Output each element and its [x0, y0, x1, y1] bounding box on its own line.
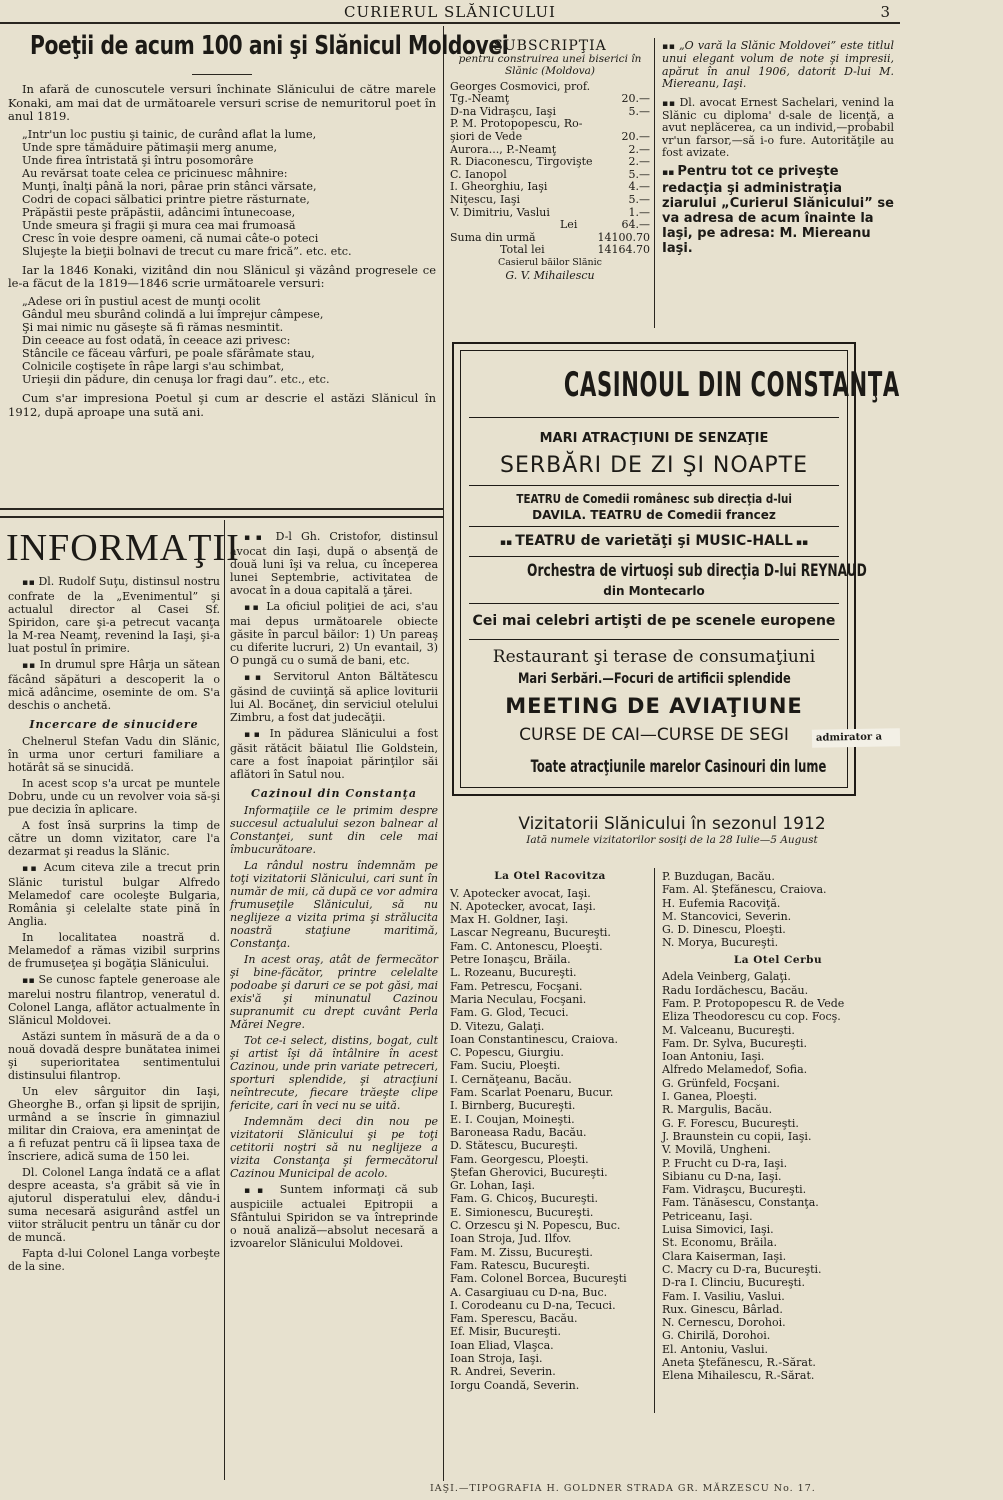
- visitor-name: Fam. Ratescu, Bucureşti.: [450, 1258, 591, 1272]
- ad-line12: CURSE DE CAI—CURSE DE SEGI: [519, 725, 789, 745]
- donor-name: Tg.-Neamţ: [450, 92, 510, 106]
- prev-value: 14100.70: [597, 230, 650, 244]
- visitor-name: Fam. Scarlat Poenaru, Bucur.: [450, 1086, 614, 1100]
- ad-line3: [461, 492, 847, 506]
- news-right-item3: Pentru tot ce priveşte redacţia şi administraţia ziarului „Curierul Slănicului” se va adresa de acum înainte la Iaşi, pe adresa: M. Miereanu Iaşi.: [662, 163, 894, 256]
- subscription-row: [450, 207, 650, 220]
- subscription-subtitle: pentru construirea unei biserici în Slănic (Moldova): [458, 52, 642, 77]
- news-right-item1: „O vară la Slănic Moldovei” este titlul unui elegant volum de note şi impresii, apărut în anul 1906, datorit D-lui M. Miereanu, Iaşi.: [662, 39, 895, 91]
- visitor-name: E. Simionescu, Bucureşti.: [450, 1205, 594, 1219]
- visitor-name: P. Frucht cu D-ra, Iaşi.: [662, 1156, 788, 1170]
- visitor-name: I. Cernăţeanu, Bacău.: [450, 1072, 572, 1086]
- info-paragraph: [230, 1034, 438, 1112]
- visitors-right-bottom-list: [662, 970, 894, 1382]
- info-paragraph: [230, 600, 438, 667]
- info-text: Suntem informaţi că sub auspiciile actualei Epitropii a Sfântului Spiridon se va întreprinde o nouă analiză—absolut necesară a izvoarelor Slănicului Moldovei.: [230, 1183, 438, 1250]
- visitor-name: Fam. C. Antonescu, Ploeşti.: [450, 939, 603, 953]
- ad-line1: MARI ATRACŢIUNI DE SENZAŢIE: [539, 431, 769, 446]
- ad-title: [461, 365, 900, 405]
- info-title: INFORMAŢII: [6, 527, 240, 569]
- verse-line-1846: Stâncile ce făceau vârfuri, pe poale sfărâmate stau,: [22, 346, 315, 360]
- visitor-name: M. Valceanu, Bucureşti.: [662, 1023, 795, 1037]
- visitor-name: Fam. Petrescu, Focşani.: [450, 979, 583, 993]
- cashier-name: G. V. Mihailescu: [505, 268, 595, 282]
- info-text: Se cunosc faptele generoase ale marelui nostru filantrop, veneratul d. Colonel Langa, aflător actualmente în Slănicul Moldovei.: [8, 973, 221, 1027]
- visitor-name: G. F. Forescu, Bucureşti.: [662, 1116, 799, 1130]
- subscription-total-row: [450, 244, 650, 257]
- visitor-name: El. Antoniu, Vaslui.: [662, 1342, 769, 1356]
- total-value: 14164.70: [597, 243, 650, 257]
- info-top-rule: [0, 516, 443, 518]
- visitor-name: G. Chirilă, Dorohoi.: [662, 1329, 771, 1343]
- bullet-icon: ▪▪: [662, 167, 678, 178]
- info-text: Tot ce-i select, distins, bogat, cult şi artist îşi dă întâlnire în acest Cazinou, unde prin variate petreceri, sporturi splendide, şi atracţiuni neîntrecute, fiecare trăeşte clipe fericite, cari în veci nu se uită.: [230, 1034, 438, 1112]
- lei-label: Lei: [560, 218, 578, 232]
- info-text: Dl. Rudolf Suţu, distinsul nostru confrate de la „Evenimentul” şi actualul director al Casei Sf. Spiridon, care şi-a petrecut vacanţa la M-rea Neamţ, revenind la Iaşi, şi-a luat postul în primire.: [8, 575, 220, 655]
- verse-line-1846: Şi mai nimic nu găseşte să fi rămas nesmintit.: [22, 320, 284, 334]
- visitor-name: Fam. G. Glod, Tecuci.: [450, 1006, 569, 1020]
- total-label: Total lei: [500, 243, 545, 257]
- info-text: Astăzi suntem în măsură de a da o nouă dovadă despre bunătatea inimei şi superioritatea sentimentului distinsului filantrop.: [8, 1030, 220, 1082]
- poem-1846: [22, 295, 436, 386]
- bullet-icon: ▪▪: [22, 578, 39, 588]
- bullet-icon: ▪▪: [244, 730, 270, 740]
- lei-value: 64.—: [621, 218, 650, 232]
- info-paragraph: [230, 670, 438, 724]
- visitor-name: Ioan Constantinescu, Craiova.: [450, 1032, 618, 1046]
- visitor-name: Maria Neculau, Focşani.: [450, 992, 587, 1006]
- verse-line-1819: Unde spre tămăduire pătimaşii merg anume,: [22, 140, 278, 154]
- poets-bottom-rule: [0, 508, 443, 510]
- info-text: A fost însă surprins la timp de către un domn vizitator, care l'a dezarmat şi readus la Slănic.: [8, 819, 220, 858]
- ad-line6-text: Orchestra de virtuoşi sub direcţia D-lui REYNAUD: [527, 561, 867, 581]
- visitor-name: Fam. Colonel Borcea, Bucureşti: [450, 1272, 627, 1286]
- poets-closing: Cum s'ar impresiona Poetul şi cum ar descrie el astăzi Slănicul în 1912, după aproape una sută ani.: [8, 390, 436, 419]
- news-right-item2: Dl. avocat Ernest Sachelari, venind la Slănic cu diploma' d-sale de licenţă, a avut neplăcerea, ca un individ,—probabil vr'un farsor,—să i-o fure. Autorităţile au fost avizate.: [662, 95, 894, 160]
- visitor-name: M. Stancovici, Severin.: [662, 909, 792, 923]
- ad-separator: [469, 417, 839, 418]
- info-paragraph: [8, 1247, 220, 1273]
- visitor-name: Ştefan Gherovici, Bucureşti.: [450, 1165, 608, 1179]
- subscription-title: SUBSCRIPŢIA: [493, 38, 607, 54]
- printer-footer: IAŞI.—TIPOGRAFIA H. GOLDNER STRADA GR. MĂRZESCU No. 17.: [430, 1483, 816, 1494]
- donation-amount: 20.—: [621, 92, 650, 106]
- visitor-name: H. Eufemia Racoviţă.: [662, 896, 781, 910]
- info-paragraph: [230, 953, 438, 1031]
- visitor-name: Ioan Stroja, Iaşi.: [450, 1351, 543, 1365]
- ad-line10: [461, 671, 847, 687]
- subscription-lei-row: [450, 219, 650, 232]
- verse-line-1819: Slujeşte la bieţii bolnavi de trecut cu mare frică”. etc. etc.: [22, 244, 352, 258]
- info-paragraph: [230, 530, 438, 597]
- info-paragraph: [8, 973, 220, 1027]
- donor-name: R. Diaconescu, Tirgovişte: [450, 155, 593, 169]
- visitor-name: N. Apotecker, avocat, Iaşi.: [450, 899, 596, 913]
- bullet-icon: ▪▪: [792, 538, 809, 548]
- poets-intro: In afară de cunoscutele versuri închinate Slănicului de către marele Konaki, am mai dat de următoarele versuri scrise de nemuritorul poet în anul 1819.: [8, 82, 436, 124]
- ad-separator: [469, 639, 839, 640]
- header-rule: [0, 22, 900, 24]
- visitor-name: Eliza Theodorescu cu cop. Focş.: [662, 1010, 841, 1024]
- donor-name: V. Dimitriu, Vaslui: [450, 205, 550, 219]
- info-paragraph: [8, 575, 220, 655]
- bullet-icon: ▪▪: [22, 864, 44, 874]
- visitor-name: Fam. Sperescu, Bacău.: [450, 1312, 578, 1326]
- visitor-name: Fam. Al. Ştefănescu, Craiova.: [662, 883, 827, 897]
- visitor-name: Fam. M. Zissu, Bucureşti.: [450, 1245, 593, 1259]
- visitor-name: Fam. G. Chicoş, Bucureşti.: [450, 1192, 598, 1206]
- visitor-name: J. Braunstein cu copii, Iaşi.: [662, 1129, 812, 1143]
- ad-separator: [469, 603, 839, 604]
- info-subheading: Incercare de sinucidere: [29, 718, 199, 731]
- visitor-name: A. Casargiuau cu D-na, Buc.: [450, 1285, 608, 1299]
- info-paragraph: [8, 819, 220, 858]
- info-text: D-l Gh. Cristofor, distinsul avocat din Iaşi, după o absenţă de două luni îşi va relua, cu începerea lunei Septembrie, activitatea de avocat în a doua capitală a ţărei.: [230, 530, 438, 597]
- visitors-right-top-list: [662, 870, 894, 950]
- visitor-name: Ioan Stroja, Jud. Ilfov.: [450, 1232, 572, 1246]
- visitor-name: N. Cernescu, Dorohoi.: [662, 1316, 786, 1330]
- info-paragraph: [8, 1166, 220, 1244]
- ad-line9: Restaurant şi terase de consumaţiuni: [492, 647, 816, 667]
- visitor-name: R. Andrei, Severin.: [450, 1365, 556, 1379]
- bullet-icon: ▪▪: [244, 1186, 280, 1196]
- ad-line6: [461, 561, 867, 581]
- visitor-name: Max H. Goldner, Iaşi.: [450, 913, 569, 927]
- visitor-name: Petre Ionaşcu, Brăila.: [450, 953, 571, 967]
- donor-name: Niţescu, Iaşi: [450, 192, 521, 206]
- visitor-name: G. Grünfeld, Focşani.: [662, 1076, 780, 1090]
- bullet-icon: ▪▪: [662, 42, 679, 52]
- subscription-row: [450, 131, 650, 144]
- visitor-name: G. D. Dinescu, Ploeşti.: [662, 923, 786, 937]
- info-text: La oficiul poliţiei de aci, s'au mai depus următoarele obiecte găsite în parcul băilor: 1) Un pareaş cu diferite lucruri, 2) Un evantail, 3) O pungă cu o sumă de bani, etc.: [230, 600, 438, 667]
- info-paragraph: [8, 861, 220, 928]
- verse-line-1819: Cresc în voie despre oameni, că numai câte-o poteci: [22, 231, 319, 245]
- visitor-name: C. Orzescu şi N. Popescu, Buc.: [450, 1219, 621, 1233]
- subscription-box: [450, 40, 650, 330]
- visitor-name: Ioan Eliad, Vlaşca.: [450, 1338, 554, 1352]
- verse-line-1846: Urieşii din pădure, din cenuşa lor fragi dau”. etc., etc.: [22, 372, 330, 386]
- info-paragraph: [8, 735, 220, 774]
- news-right-top: [662, 40, 894, 330]
- visitor-name: Rux. Ginescu, Bârlad.: [662, 1302, 783, 1316]
- donation-amount: 5.—: [628, 192, 650, 206]
- info-paragraph: [230, 859, 438, 950]
- info-paragraph: [8, 1085, 220, 1163]
- donor-name: I. Gheorghiu, Iaşi: [450, 180, 548, 194]
- visitors-left-column: [450, 866, 650, 1416]
- visitor-name: Lascar Negreanu, Bucureşti.: [450, 926, 611, 940]
- visitor-name: St. Economu, Brăila.: [662, 1236, 777, 1250]
- ad-line7: din Montecarlo: [603, 584, 705, 598]
- visitor-name: Alfredo Melamedof, Sofia.: [662, 1063, 808, 1077]
- ad-line8: Cei mai celebri artişti de pe scenele europene: [472, 613, 836, 629]
- info-paragraph: [8, 931, 220, 970]
- visitor-name: Sibianu cu D-na, Iaşi.: [662, 1169, 782, 1183]
- ad-line5: TEATRU de varietăţi şi MUSIC-HALL: [515, 533, 793, 549]
- subscription-row: [450, 194, 650, 207]
- donation-amount: 2.—: [628, 155, 650, 169]
- ad-line11: MEETING DE AVIAŢIUNE: [505, 694, 803, 718]
- info-paragraph: [230, 804, 438, 856]
- donation-amount: 5.—: [628, 167, 650, 181]
- bullet-icon: ▪▪: [22, 661, 40, 671]
- visitor-name: Luisa Simovici, Iaşi.: [662, 1223, 774, 1237]
- verse-line-1819: „Intr'un loc pustiu şi tainic, de curând aflat la lume,: [22, 127, 317, 141]
- subscription-row: [450, 93, 650, 106]
- visitor-name: Fam. P. Protopopescu R. de Vede: [662, 996, 845, 1010]
- visitor-name: Fam. Tănăsescu, Constanţa.: [662, 1196, 819, 1210]
- visitor-name: D. Vitezu, Galaţi.: [450, 1019, 545, 1033]
- donor-name: şiori de Vede: [450, 129, 523, 143]
- verse-line-1819: Codri de copaci sălbatici printre pietre răsturnate,: [22, 192, 310, 206]
- newspaper-title: CURIERUL SLĂNICULUI: [344, 3, 556, 21]
- visitor-name: Iorgu Coandă, Severin.: [450, 1378, 580, 1392]
- subscription-row: [450, 156, 650, 169]
- ad-separator: [469, 526, 839, 527]
- visitor-name: Adela Veinberg, Galaţi.: [662, 970, 791, 984]
- visitor-name: Fam. Georgescu, Ploeşti.: [450, 1152, 589, 1166]
- verse-line-1846: „Adese ori în pustiul acest de munţi ocolit: [22, 294, 261, 308]
- donation-amount: 2.—: [628, 142, 650, 156]
- info-text: In drumul spre Hârja un sătean făcând săpături a descoperit la o mică adâncime, oseminte de om. S'a deschis o anchetă.: [8, 658, 220, 712]
- visitor-name: Ioan Antoniu, Iaşi.: [662, 1050, 765, 1064]
- visitor-name: L. Rozeanu, Bucureşti.: [450, 966, 577, 980]
- info-text: Un elev sârguitor din Iaşi, Gheorghe B., orfan şi lipsit de sprijin, urmând a se înscrie în gimnaziul militar din Craiova, era ameninţat de a fi refuzat pentru că îi lipsea taxa de înscriere, adică suma de 150 lei.: [8, 1085, 220, 1163]
- info-text: Servitorul Anton Băltătescu găsind de cuviinţă să aplice loviturii lui Al. Bocăneţ, din serviciul otelului Zimbru, a fost dat judecăţii.: [230, 670, 438, 724]
- bullet-icon: ▪▪: [662, 98, 680, 109]
- visitor-name: I. Corodeanu cu D-na, Tecuci.: [450, 1298, 616, 1312]
- bullet-icon: ▪▪: [244, 673, 274, 683]
- visitor-name: V. Movilă, Ungheni.: [662, 1143, 771, 1157]
- hotel-racovitza-heading: La Otel Racovitza: [494, 870, 606, 882]
- visitor-name: C. Popescu, Giurgiu.: [450, 1046, 564, 1060]
- info-text: In acest oraş, atât de fermecător şi bine-făcător, printre celelalte podoabe şi daruri ce se pot găsi, mai exis'ă şi minunatul Cazinou supranumit cu drept cuvânt Perla Mărei Negre.: [230, 953, 438, 1031]
- visitor-name: D. Stătescu, Bucureşti.: [450, 1139, 579, 1153]
- visitor-name: N. Morya, Bucureşti.: [662, 936, 779, 950]
- column-divider-info: [224, 520, 225, 1480]
- ad-line5-wrap: [461, 533, 847, 549]
- visitor-name: Clara Kaiserman, Iaşi.: [662, 1249, 787, 1263]
- info-paragraph: [230, 727, 438, 781]
- visitors-subtitle: Iată numele vizitatorilor sosiţi de la 28 Iulie—5 August: [526, 833, 818, 846]
- info-text: In localitatea noastră d. Melamedof a rămas vizibil surprins de frumuseţea şi bogăţia Slănicului.: [8, 931, 220, 970]
- info-text: Indemnăm deci din nou pe vizitatorii Slănicului şi pe toţi cetitorii noştri să nu neglijeze a vizita Constanţa şi fermecătorul Cazinou Municipal de acolo.: [230, 1115, 438, 1180]
- column-divider-top-right: [654, 38, 655, 328]
- info-text: Chelnerul Stefan Vadu din Slănic, în urma unor certuri familiare a hotărât să se sinucidă.: [8, 735, 220, 774]
- ad-line13-text: Toate atracţiunile marelor Casinouri din lume: [530, 757, 827, 777]
- visitors-right-column: [662, 870, 894, 1415]
- ad-separator: [469, 556, 839, 557]
- info-text: La rândul nostru îndemnăm pe toţi vizitatorii Slănicului, cari sunt în număr de mii, că după ce vor admira frumuseţile Slănicului, să nu neglijeze a vizita prima şi strălucita noastră staţiune maritimă, Constanţa.: [230, 859, 438, 950]
- info-text: Fapta d-lui Colonel Langa vorbeşte de la sine.: [8, 1247, 220, 1273]
- donor-name: D-na Vidraşcu, Iaşi: [450, 104, 556, 118]
- visitor-name: Elena Mihailescu, R.-Sărat.: [662, 1369, 815, 1383]
- poets-title: Poeţii de acum 100 ani şi Slănicul Moldovei: [30, 31, 509, 61]
- ad-line2: SERBĂRI DE ZI ŞI NOAPTE: [500, 453, 808, 478]
- verse-line-1846: Gândul meu sburând colindă a lui împrejur câmpese,: [22, 307, 324, 321]
- visitor-name: Radu Iordăchescu, Bacău.: [662, 983, 809, 997]
- verse-line-1846: Din ceeace au fost odată, în ceeace azi privesc:: [22, 333, 291, 347]
- visitor-name: C. Macry cu D-ra, Bucureşti.: [662, 1262, 822, 1276]
- ad-title-text: CASINOUL DIN CONSTANŢA: [563, 365, 900, 405]
- visitor-name: Fam. Vidraşcu, Bucureşti.: [662, 1183, 807, 1197]
- info-paragraph: [230, 1115, 438, 1180]
- info-text: In pădurea Slănicului a fost găsit rătăcit băiatul Ilie Goldstein, care a fost înapoiat părinţilor săi aflători în Satul nou.: [230, 727, 438, 781]
- donation-amount: 1.—: [628, 205, 650, 219]
- verse-line-1819: Munţi, înalţi până la nori, pârae prin stânci vărsate,: [22, 179, 317, 193]
- visitor-name: P. Buzdugan, Bacău.: [662, 870, 775, 883]
- donor-name: C. Ianopol: [450, 167, 507, 181]
- visitor-name: I. Birnberg, Bucureşti.: [450, 1099, 576, 1113]
- visitor-name: Petriceanu, Iaşi.: [662, 1209, 753, 1223]
- info-paragraph: [8, 777, 220, 816]
- donation-amount: 4.—: [628, 180, 650, 194]
- news-right-item2-wrap: [662, 97, 894, 160]
- visitor-name: Fam. I. Vasiliu, Vaslui.: [662, 1289, 785, 1303]
- visitor-name: Fam. Dr. Sylva, Bucureşti.: [662, 1036, 808, 1050]
- donor-name: Aurora..., P.-Neamţ: [450, 142, 557, 156]
- visitor-name: I. Ganea, Ploeşti.: [662, 1090, 757, 1104]
- visitors-left-list: [450, 887, 650, 1392]
- donation-amount: 20.—: [621, 129, 650, 143]
- visitor-name: Aneta Ştefănescu, R.-Sărat.: [662, 1355, 816, 1369]
- donor-name: Georges Cosmovici, prof.: [450, 79, 591, 93]
- info-paragraph: [8, 658, 220, 712]
- hotel-cerbu-heading: La Otel Cerbu: [733, 953, 823, 966]
- title-divider: [192, 74, 252, 75]
- ad-line13: [461, 757, 847, 777]
- bullet-icon: ▪▪: [244, 533, 276, 543]
- info-paragraph: [8, 1030, 220, 1082]
- pasted-strip: admirator a: [812, 728, 900, 748]
- info-text: Dl. Colonel Langa îndată ce a aflat despre aceasta, s'a grăbit să vie în ajutorul disperatului elev, dându-i suma necesară asigurând astfel un viitor strălucit pentru un tânăr cu dor de muncă.: [8, 1166, 220, 1244]
- bullet-icon: ▪▪: [244, 603, 267, 613]
- verse-line-1846: Colnicile coştişete în râpe largi s'au schimbat,: [22, 359, 285, 373]
- bullet-icon: ▪▪: [499, 538, 516, 548]
- poets-title-wrap: [8, 31, 509, 72]
- visitor-name: R. Margulis, Bacău.: [662, 1103, 773, 1117]
- info-text: In acest scop s'a urcat pe muntele Dobru, unde cu un revolver voia să-şi pue decizia în aplicare.: [8, 777, 220, 816]
- verse-line-1819: Unde firea întristată şi întru posomorâre: [22, 153, 254, 167]
- visitor-name: Fam. Suciu, Ploeşti.: [450, 1059, 561, 1073]
- page-number: 3: [880, 3, 890, 21]
- visitor-name: V. Apotecker avocat, Iaşi.: [450, 886, 591, 900]
- info-column-1: [8, 575, 220, 1480]
- verse-line-1819: Unde smeura şi fragii şi mura cea mai frumoasă: [22, 218, 296, 232]
- info-paragraph: [230, 1183, 438, 1250]
- ad-line4: DAVILA. TEATRU de Comedii francez: [532, 508, 776, 522]
- info-text: Informaţiile ce le primim despre succesul actualului sezon balnear al Constanţei, sunt din cele mai îmbucurătoare.: [230, 804, 438, 856]
- subscription-list: [450, 81, 650, 220]
- visitor-name: D-ra I. Clinciu, Bucureşti.: [662, 1276, 805, 1290]
- ad-separator: [469, 485, 839, 486]
- column-divider-main: [443, 26, 444, 1481]
- poets-middle: Iar la 1846 Konaki, vizitând din nou Slănicul şi văzând progresele ce le-a făcut de la 1819—1846 scrie următoarele versuri:: [8, 262, 436, 291]
- donation-amount: 5.—: [628, 104, 650, 118]
- poem-1819: [22, 128, 436, 258]
- news-right-item3-wrap: [662, 164, 894, 256]
- info-subheading: Cazinoul din Constanţa: [250, 787, 418, 800]
- verse-line-1819: Prăpăstii peste prăpăstii, adâncimi întunecoase,: [22, 205, 296, 219]
- prev-label: Suma din urmă: [450, 230, 536, 244]
- bullet-icon: ▪▪: [22, 976, 39, 986]
- visitor-name: Baroneasa Radu, Bacău.: [450, 1125, 587, 1139]
- visitor-name: E. I. Coujan, Moineşti.: [450, 1112, 575, 1126]
- ad-line3-text: TEATRU de Comedii românesc sub direcţia d-lui: [516, 492, 792, 506]
- info-column-2: [230, 530, 438, 1480]
- cashier-label: Casierul băilor Slănic: [498, 256, 602, 268]
- casino-advertisement: [452, 342, 900, 796]
- info-text: Acum citeva zile a trecut prin Slănic turistul bulgar Alfredo Melamedof care ocoleşte Bulgaria, România şi celelalte state pină în Anglia.: [8, 861, 220, 928]
- visitor-name: Ef. Misir, Bucureşti.: [450, 1325, 561, 1339]
- ad-line10-text: Mari Serbări.—Focuri de artificii splendide: [517, 671, 791, 687]
- visitors-title: Vizitatorii Slănicului în sezonul 1912: [518, 814, 826, 834]
- verse-line-1819: Au revărsat toate celea ce pricinuesc mâhnire:: [22, 166, 288, 180]
- news-right-item1-wrap: [662, 40, 894, 91]
- visitor-name: Gr. Lohan, Iaşi.: [450, 1179, 536, 1193]
- donor-name: P. M. Protopopescu, Ro-: [450, 117, 583, 131]
